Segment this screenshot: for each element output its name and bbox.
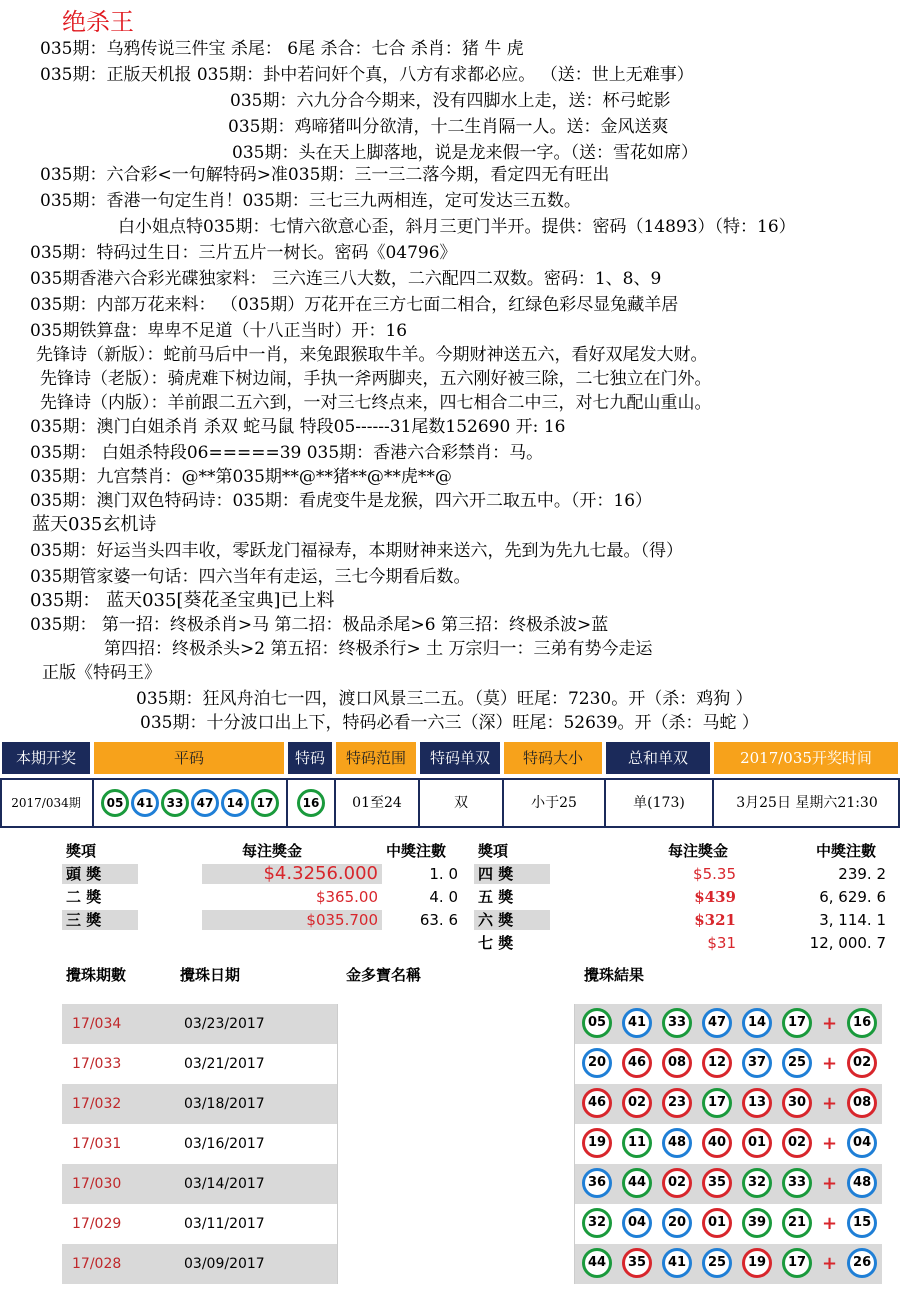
lottery-ball: 13	[742, 1088, 772, 1118]
plus-sign: +	[822, 1252, 838, 1274]
lottery-ball: 30	[782, 1088, 812, 1118]
prize-header-name-right: 獎項	[478, 842, 509, 860]
lottery-ball: 36	[582, 1168, 612, 1198]
lottery-ball: 35	[622, 1248, 652, 1278]
history-header-date: 攪珠日期	[180, 966, 241, 984]
lottery-ball: 41	[662, 1248, 692, 1278]
prediction-line: 035期：六九分合今期来，没有四脚水上走，送：杯弓蛇影	[230, 91, 671, 111]
prediction-line: 035期：澳门双色特码诗：035期：看虎变牛是龙猴，四六开二取五中。（开：16）	[30, 491, 653, 511]
prize-name: 頭 獎	[66, 865, 102, 883]
prediction-line: 035期：内部万花来料： （035期）万花开在三方七面二相合，红绿色彩尽显兔藏羊居	[30, 295, 679, 315]
lottery-ball: 40	[702, 1128, 732, 1158]
draw-size: 小于25	[502, 778, 604, 828]
history-date: 03/21/2017	[184, 1056, 265, 1072]
prediction-line: 先锋诗（新版）：蛇前马后中一肖，来兔跟猴取牛羊。今期财神送五六，看好双尾发大财。	[36, 345, 708, 365]
prediction-line: 035期：狂风舟泊七一四，渡口风景三二五。（莫）旺尾：7230。开（杀：鸡狗 ）	[136, 689, 753, 709]
prize-row	[62, 886, 458, 908]
draw-odd-even: 双	[418, 778, 502, 828]
draw-next-time: 3月25日 星期六21:30	[712, 778, 900, 828]
draw-special-ball	[286, 778, 334, 828]
lottery-ball: 47	[191, 789, 219, 817]
history-row	[62, 1204, 882, 1244]
history-date: 03/16/2017	[184, 1136, 265, 1152]
prediction-line: 蓝天035玄机诗	[32, 514, 157, 535]
prize-row	[474, 909, 886, 931]
history-period: 17/029	[72, 1216, 122, 1232]
header-current-draw: 本期开奖	[2, 742, 90, 774]
prize-amount: $035.700	[306, 911, 378, 929]
prediction-line: 先锋诗（内版）：羊前跟二五六到，一对三七终点来，四七相合二中三，对七九配山重山。	[40, 393, 712, 413]
lottery-ball: 08	[662, 1048, 692, 1078]
history-period: 17/031	[72, 1136, 122, 1152]
history-period: 17/030	[72, 1176, 122, 1192]
prediction-line: 035期：澳门白姐杀肖 杀双 蛇马鼠 特段05------31尾数152690 开: 16	[30, 417, 566, 437]
history-name-cell	[337, 1164, 575, 1204]
lottery-ball: 37	[742, 1048, 772, 1078]
lottery-ball: 17	[782, 1008, 812, 1038]
draw-range: 01至24	[334, 778, 418, 828]
plus-sign: +	[822, 1172, 838, 1194]
prize-count: 4. 0	[429, 888, 458, 906]
lottery-ball: 23	[662, 1088, 692, 1118]
header-sum-odd-even: 总和单双	[606, 742, 710, 774]
history-row	[62, 1044, 882, 1084]
prediction-line: 035期管家婆一句话：四六当年有走运，三七今期看后数。	[30, 567, 471, 587]
history-period: 17/032	[72, 1096, 122, 1112]
lottery-ball: 32	[582, 1208, 612, 1238]
prediction-line: 先锋诗（老版）：骑虎难下树边闹，手执一斧两脚夹，五六刚好被三除，二七独立在门外。	[40, 369, 712, 389]
prediction-line: 035期：乌鸦传说三件宝 杀尾： 6尾 杀合：七合 杀肖：猪 牛 虎	[40, 39, 524, 59]
lottery-ball: 14	[742, 1008, 772, 1038]
prediction-line: 035期： 白姐杀特段06=====39 035期：香港六合彩禁肖：马。	[30, 443, 544, 463]
prize-amount: $321	[694, 911, 736, 929]
lottery-ball: 15	[847, 1208, 877, 1238]
prediction-line: 035期：九宫禁肖：@**第035期**@**猪**@**虎**@	[30, 467, 452, 487]
lottery-ball: 33	[662, 1008, 692, 1038]
lottery-ball: 12	[702, 1048, 732, 1078]
prediction-line: 第四招：终极杀头>2 第五招：终极杀行> 土 万宗归一：三弟有势今走运	[104, 639, 653, 659]
draw-results-table	[0, 742, 900, 830]
prize-amount: $439	[694, 888, 736, 906]
prize-count: 1. 0	[429, 865, 458, 883]
lottery-ball: 25	[702, 1248, 732, 1278]
lottery-ball: 20	[582, 1048, 612, 1078]
header-special-size: 特码大小	[504, 742, 602, 774]
prediction-line: 035期： 蓝天035[葵花圣宝典]已上料	[30, 590, 335, 611]
history-name-cell	[337, 1204, 575, 1244]
prize-amount: $4.3256.000	[263, 863, 378, 884]
lottery-ball: 46	[622, 1048, 652, 1078]
history-row	[62, 1124, 882, 1164]
lottery-ball: 05	[582, 1008, 612, 1038]
lottery-ball: 48	[847, 1168, 877, 1198]
prediction-line: 正版《特码王》	[42, 663, 161, 683]
plus-sign: +	[822, 1132, 838, 1154]
lottery-ball: 41	[622, 1008, 652, 1038]
history-balls	[582, 1208, 877, 1242]
lottery-ball: 17	[251, 789, 279, 817]
prize-row	[474, 932, 886, 954]
prize-name: 三 獎	[66, 911, 102, 929]
history-row	[62, 1084, 882, 1124]
prediction-line: 035期： 第一招：终极杀肖>马 第二招：极品杀尾>6 第三招：终极杀波>蓝	[30, 615, 609, 635]
header-normal-numbers: 平码	[94, 742, 284, 774]
lottery-ball: 14	[221, 789, 249, 817]
prediction-line: 035期：六合彩<一句解特码>准035期：三一三二落今期，看定四无有旺出	[40, 165, 610, 185]
history-date: 03/23/2017	[184, 1016, 265, 1032]
prize-name: 二 獎	[66, 888, 102, 906]
lottery-ball: 20	[662, 1208, 692, 1238]
lottery-ball: 26	[847, 1248, 877, 1278]
lottery-ball: 41	[131, 789, 159, 817]
history-row	[62, 1164, 882, 1204]
prize-row	[474, 863, 886, 885]
lottery-ball: 04	[622, 1208, 652, 1238]
lottery-ball: 46	[582, 1088, 612, 1118]
history-balls	[582, 1248, 877, 1282]
prize-name: 六 獎	[478, 911, 514, 929]
prize-count: 6, 629. 6	[819, 888, 886, 906]
history-period: 17/034	[72, 1016, 122, 1032]
history-row	[62, 1244, 882, 1284]
prize-row	[62, 863, 458, 885]
prize-name: 五 獎	[478, 888, 514, 906]
history-balls	[582, 1168, 877, 1202]
prediction-line: 035期：好运当头四丰收，零跃龙门福禄寿，本期财神来送六，先到为先九七最。（得）	[30, 541, 683, 561]
lottery-ball: 19	[582, 1128, 612, 1158]
prize-count: 63. 6	[419, 911, 458, 929]
prize-header-amount-left: 每注獎金	[242, 842, 303, 860]
lottery-ball: 02	[847, 1048, 877, 1078]
history-period: 17/033	[72, 1056, 122, 1072]
lottery-ball: 44	[622, 1168, 652, 1198]
prediction-line: 035期：鸡啼猪叫分欲清，十二生肖隔一人。送：金风送爽	[228, 117, 669, 137]
lottery-ball: 02	[622, 1088, 652, 1118]
history-balls	[582, 1048, 877, 1082]
prize-count: 12, 000. 7	[809, 934, 886, 952]
prize-amount: $31	[707, 934, 736, 952]
header-special-range: 特码范围	[336, 742, 416, 774]
prize-header-name-left: 獎項	[66, 842, 97, 860]
history-period: 17/028	[72, 1256, 122, 1272]
draw-sum-odd-even: 单(173)	[604, 778, 712, 828]
lottery-ball: 17	[702, 1088, 732, 1118]
lottery-ball: 05	[101, 789, 129, 817]
prediction-line: 035期：特码过生日：三片五片一树长。密码《04796》	[30, 243, 457, 263]
plus-sign: +	[822, 1012, 838, 1034]
history-header-period: 攪珠期數	[66, 966, 127, 984]
history-name-cell	[337, 1124, 575, 1164]
prediction-line: 035期香港六合彩光碟独家料： 三六连三八大数，二六配四二双数。密码：1、8、9	[30, 269, 662, 289]
history-balls	[582, 1128, 877, 1162]
prediction-line: 035期：十分波口出上下，特码必看一六三（深）旺尾：52639。开（杀：马蛇 ）	[140, 713, 759, 733]
prediction-line: 035期铁算盘：卑卑不足道（十八正当时）开：16	[30, 321, 408, 341]
prize-name: 四 獎	[478, 865, 514, 883]
history-date: 03/11/2017	[184, 1216, 265, 1232]
prize-header-count-left: 中獎注數	[386, 842, 447, 860]
prize-count: 3, 114. 1	[819, 911, 886, 929]
lottery-ball: 39	[742, 1208, 772, 1238]
lottery-ball: 17	[782, 1248, 812, 1278]
plus-sign: +	[822, 1212, 838, 1234]
header-special-number: 特码	[288, 742, 332, 774]
lottery-ball: 33	[782, 1168, 812, 1198]
prize-header-amount-right: 每注獎金	[668, 842, 729, 860]
prediction-line: 035期：正版天机报 035期：卦中若问奸个真，八方有求都必应。 （送：世上无难事）	[40, 65, 694, 85]
history-name-cell	[337, 1004, 575, 1044]
lottery-ball: 25	[782, 1048, 812, 1078]
lottery-ball: 02	[782, 1128, 812, 1158]
lottery-ball: 21	[782, 1208, 812, 1238]
lottery-ball: 02	[662, 1168, 692, 1198]
history-row	[62, 1004, 882, 1044]
lottery-ball: 32	[742, 1168, 772, 1198]
lottery-ball: 19	[742, 1248, 772, 1278]
plus-sign: +	[822, 1052, 838, 1074]
lottery-ball: 04	[847, 1128, 877, 1158]
lottery-ball: 01	[742, 1128, 772, 1158]
prediction-line: 白小姐点特035期：七情六欲意心歪，斜月三更门半开。提供：密码（14893）（特：16）	[118, 217, 796, 237]
plus-sign: +	[822, 1092, 838, 1114]
page-title: 绝杀王	[62, 8, 134, 36]
history-date: 03/18/2017	[184, 1096, 265, 1112]
lottery-ball: 48	[662, 1128, 692, 1158]
history-header-name: 金多寶名稱	[346, 966, 422, 984]
prize-count: 239. 2	[838, 865, 886, 883]
history-balls	[582, 1088, 877, 1122]
history-name-cell	[337, 1244, 575, 1284]
header-next-draw-time: 2017/035开奖时间	[714, 742, 898, 774]
history-name-cell	[337, 1044, 575, 1084]
lottery-ball: 11	[622, 1128, 652, 1158]
lottery-ball: 16	[847, 1008, 877, 1038]
lottery-ball: 01	[702, 1208, 732, 1238]
lottery-ball: 33	[161, 789, 189, 817]
prize-amount: $365.00	[315, 888, 378, 906]
prize-name: 七 獎	[478, 934, 514, 952]
draw-issue: 2017/034期	[11, 796, 81, 810]
history-name-cell	[337, 1084, 575, 1124]
prize-row	[62, 909, 458, 931]
draw-normal-balls	[92, 778, 286, 828]
prediction-line: 035期：香港一句定生肖！035期：三七三九两相连，定可发达三五数。	[40, 191, 581, 211]
history-date: 03/14/2017	[184, 1176, 265, 1192]
prize-header-count-right: 中獎注數	[816, 842, 877, 860]
header-special-odd-even: 特码单双	[420, 742, 500, 774]
lottery-ball: 08	[847, 1088, 877, 1118]
lottery-ball: 44	[582, 1248, 612, 1278]
history-balls	[582, 1008, 877, 1042]
lottery-ball: 16	[297, 789, 325, 817]
prediction-line: 035期：头在天上脚落地，说是龙来假一字。（送：雪花如席）	[232, 143, 698, 163]
history-header-result: 攪珠結果	[584, 966, 645, 984]
history-date: 03/09/2017	[184, 1256, 265, 1272]
prize-row	[474, 886, 886, 908]
prize-amount: $5.35	[693, 865, 736, 883]
lottery-ball: 35	[702, 1168, 732, 1198]
lottery-ball: 47	[702, 1008, 732, 1038]
